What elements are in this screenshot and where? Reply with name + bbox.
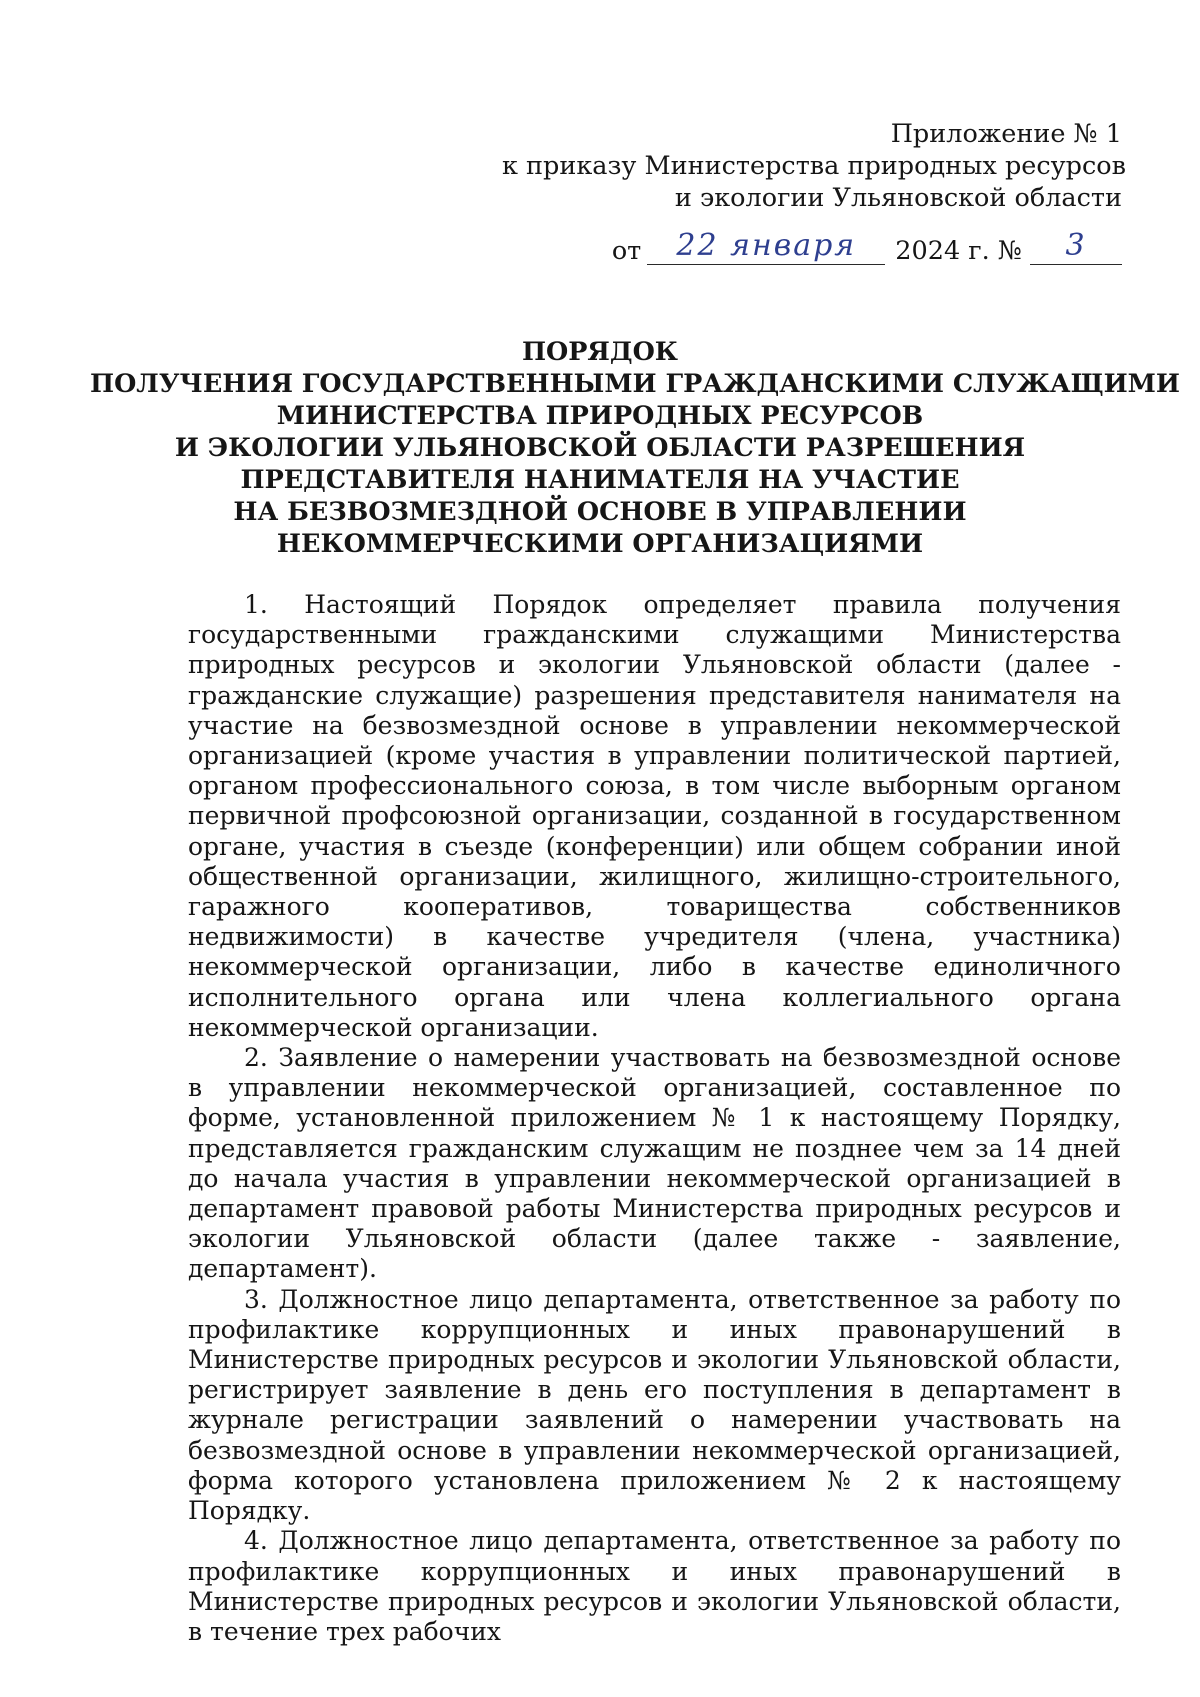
title-line: ПОРЯДОК	[521, 337, 679, 367]
order-date-line	[612, 230, 1122, 271]
date-prefix: от	[611, 236, 642, 266]
title-line: МИНИСТЕРСТВА ПРИРОДНЫХ РЕСУРСОВ	[276, 401, 924, 431]
handwritten-order-number: 3	[1065, 228, 1087, 263]
paragraph-1: 1. Настоящий Порядок определяет правила получения государственными гражданскими служащими Министерства природных ресурсов и экологии Ульяновской области (далее - гражданские служащие) разрешения представителя нанимателя на участие на безвозмездной основе в управлении некоммерческой организацией (кроме участия в управлении политической партией, органом профессионального союза, в том числе выборным органом первичной профсоюзной организации, созданной в государственном органе, участия в съезде (конференции) или общем собрании иной общественной организации, жилищного, жилищно-строительного, гаражного кооперативов, товарищества собственников недвижимости) в качестве учредителя (члена, участника) некоммерческой организации, либо в качестве единоличного исполнительного органа или члена коллегиального органа некоммерческой организации.	[188, 590, 1121, 1042]
document-body	[188, 590, 1121, 1647]
document-title	[90, 336, 1180, 560]
order-year-label: 2024 г. №	[895, 236, 1022, 266]
paragraph-4: 4. Должностное лицо департамента, ответственное за работу по профилактике коррупционных и иных правонарушений в Министерстве природных ресурсов и экологии Ульяновской области, в течение трех рабочих	[188, 1526, 1121, 1646]
title-line: И ЭКОЛОГИИ УЛЬЯНОВСКОЙ ОБЛАСТИ РАЗРЕШЕНИЯ	[174, 433, 1026, 463]
title-line: ПОЛУЧЕНИЯ ГОСУДАРСТВЕННЫМИ ГРАЖДАНСКИМИ СЛУЖАЩИМИ	[90, 369, 1180, 399]
appendix-order-ref-cont: и экологии Ульяновской области	[674, 183, 1122, 213]
paragraph-2: 2. Заявление о намерении участвовать на безвозмездной основе в управлении некоммерческой организацией, составленное по форме, установленной приложением № 1 к настоящему Порядку, представляется гражданским служащим не позднее чем за 14 дней до начала участия в управлении некоммерческой организацией в департамент правовой работы Министерства природных ресурсов и экологии Ульяновской области (далее также - заявление, департамент).	[188, 1043, 1121, 1284]
paragraph-3: 3. Должностное лицо департамента, ответственное за работу по профилактике коррупционных и иных правонарушений в Министерстве природных ресурсов и экологии Ульяновской области, регистрирует заявление в день его поступления в департамент в журнале регистрации заявлений о намерении участвовать на безвозмездной основе в управлении некоммерческой организацией, форма которого установлена приложением № 2 к настоящему Порядку.	[188, 1284, 1121, 1526]
title-line: НА БЕЗВОЗМЕЗДНОЙ ОСНОВЕ В УПРАВЛЕНИИ	[233, 497, 967, 527]
title-line: ПРЕДСТАВИТЕЛЯ НАНИМАТЕЛЯ НА УЧАСТИЕ	[240, 465, 960, 495]
order-number-field	[1030, 230, 1122, 265]
title-line: НЕКОММЕРЧЕСКИМИ ОРГАНИЗАЦИЯМИ	[276, 529, 924, 559]
handwritten-date: 22 января	[676, 228, 857, 263]
appendix-header	[502, 118, 1126, 214]
appendix-number: Приложение № 1	[890, 119, 1122, 149]
date-field	[647, 230, 885, 265]
appendix-order-ref: к приказу Министерства природных ресурсов	[502, 151, 1126, 181]
